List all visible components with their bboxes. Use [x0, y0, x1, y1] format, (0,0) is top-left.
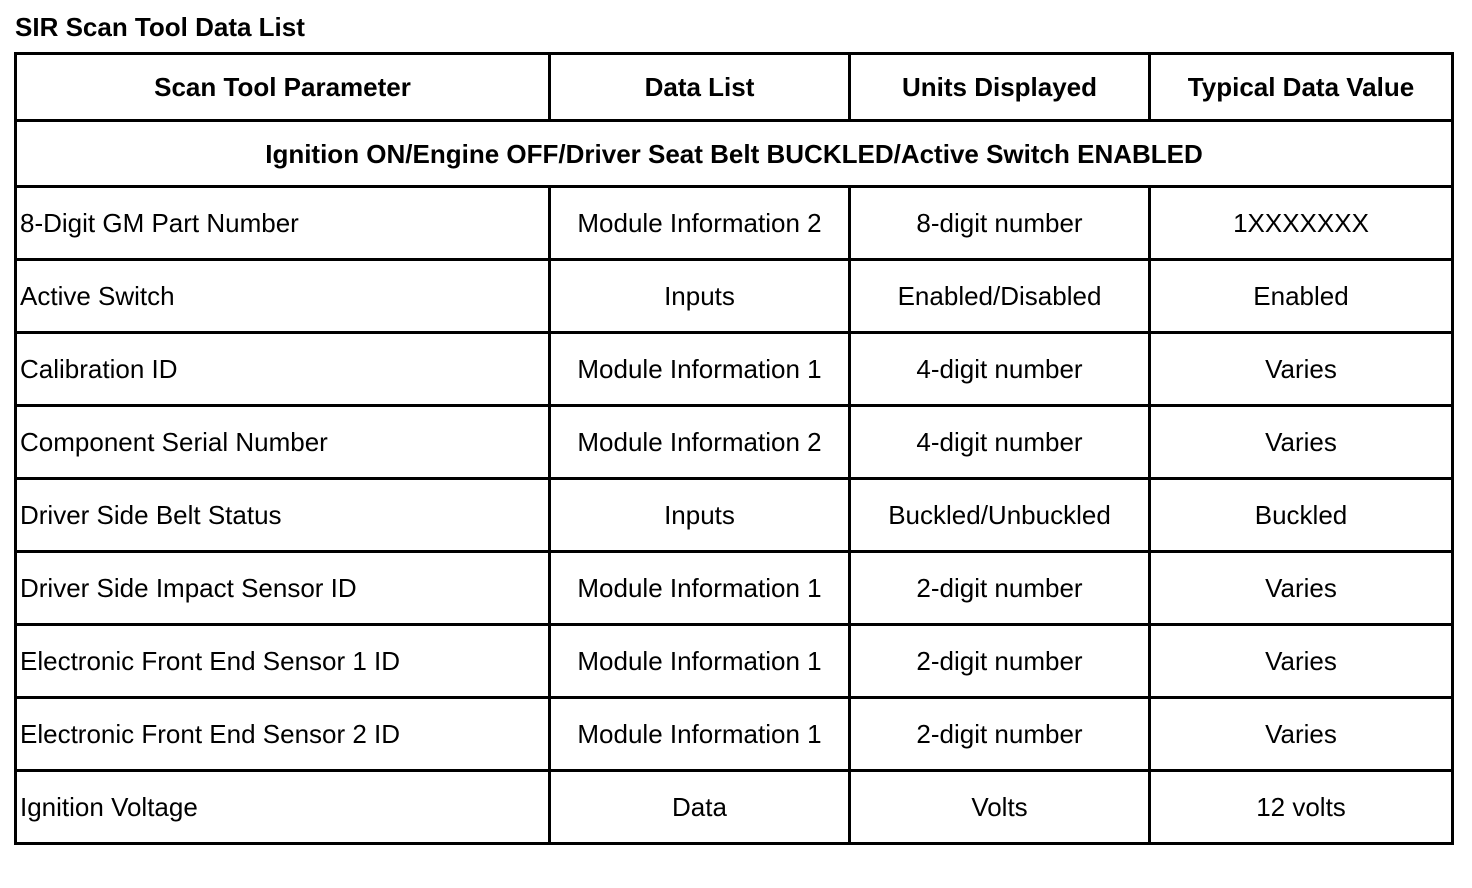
- header-data-list: Data List: [550, 54, 850, 121]
- cell-data-list: Module Information 2: [550, 406, 850, 479]
- cell-data-list: Module Information 1: [550, 333, 850, 406]
- cell-parameter: Component Serial Number: [16, 406, 550, 479]
- cell-data-list: Inputs: [550, 479, 850, 552]
- cell-units: 4-digit number: [850, 333, 1150, 406]
- table-row: [16, 479, 1453, 552]
- cell-typical-value: 12 volts: [1150, 771, 1453, 844]
- cell-units: Volts: [850, 771, 1150, 844]
- cell-typical-value: Buckled: [1150, 479, 1453, 552]
- cell-parameter: 8-Digit GM Part Number: [16, 187, 550, 260]
- header-scan-tool-parameter: Scan Tool Parameter: [16, 54, 550, 121]
- table-row: [16, 625, 1453, 698]
- cell-typical-value: Varies: [1150, 625, 1453, 698]
- cell-units: Buckled/Unbuckled: [850, 479, 1150, 552]
- table-row: [16, 333, 1453, 406]
- document-title: SIR Scan Tool Data List: [15, 12, 305, 42]
- cell-parameter: Electronic Front End Sensor 2 ID: [16, 698, 550, 771]
- cell-data-list: Inputs: [550, 260, 850, 333]
- cell-units: 4-digit number: [850, 406, 1150, 479]
- cell-typical-value: Varies: [1150, 406, 1453, 479]
- cell-data-list: Module Information 1: [550, 625, 850, 698]
- cell-units: 2-digit number: [850, 698, 1150, 771]
- cell-parameter: Driver Side Belt Status: [16, 479, 550, 552]
- cell-data-list: Module Information 1: [550, 552, 850, 625]
- table-row: [16, 187, 1453, 260]
- cell-parameter: Driver Side Impact Sensor ID: [16, 552, 550, 625]
- cell-typical-value: Enabled: [1150, 260, 1453, 333]
- header-typical-data-value: Typical Data Value: [1150, 54, 1453, 121]
- scan-tool-data-table: [14, 52, 1454, 845]
- table-row: [16, 698, 1453, 771]
- cell-typical-value: Varies: [1150, 698, 1453, 771]
- table-header-row: [16, 54, 1453, 121]
- cell-data-list: Data: [550, 771, 850, 844]
- table-row: [16, 406, 1453, 479]
- cell-typical-value: Varies: [1150, 333, 1453, 406]
- cell-units: 2-digit number: [850, 552, 1150, 625]
- cell-parameter: Calibration ID: [16, 333, 550, 406]
- cell-parameter: Ignition Voltage: [16, 771, 550, 844]
- cell-units: 8-digit number: [850, 187, 1150, 260]
- cell-units: Enabled/Disabled: [850, 260, 1150, 333]
- section-row: [16, 121, 1453, 187]
- cell-parameter: Active Switch: [16, 260, 550, 333]
- cell-data-list: Module Information 1: [550, 698, 850, 771]
- table-row: [16, 771, 1453, 844]
- section-condition-label: Ignition ON/Engine OFF/Driver Seat Belt BUCKLED/Active Switch ENABLED: [16, 121, 1453, 187]
- cell-parameter: Electronic Front End Sensor 1 ID: [16, 625, 550, 698]
- table-row: [16, 260, 1453, 333]
- cell-data-list: Module Information 2: [550, 187, 850, 260]
- header-units-displayed: Units Displayed: [850, 54, 1150, 121]
- cell-typical-value: Varies: [1150, 552, 1453, 625]
- cell-units: 2-digit number: [850, 625, 1150, 698]
- cell-typical-value: 1XXXXXXX: [1150, 187, 1453, 260]
- table-row: [16, 552, 1453, 625]
